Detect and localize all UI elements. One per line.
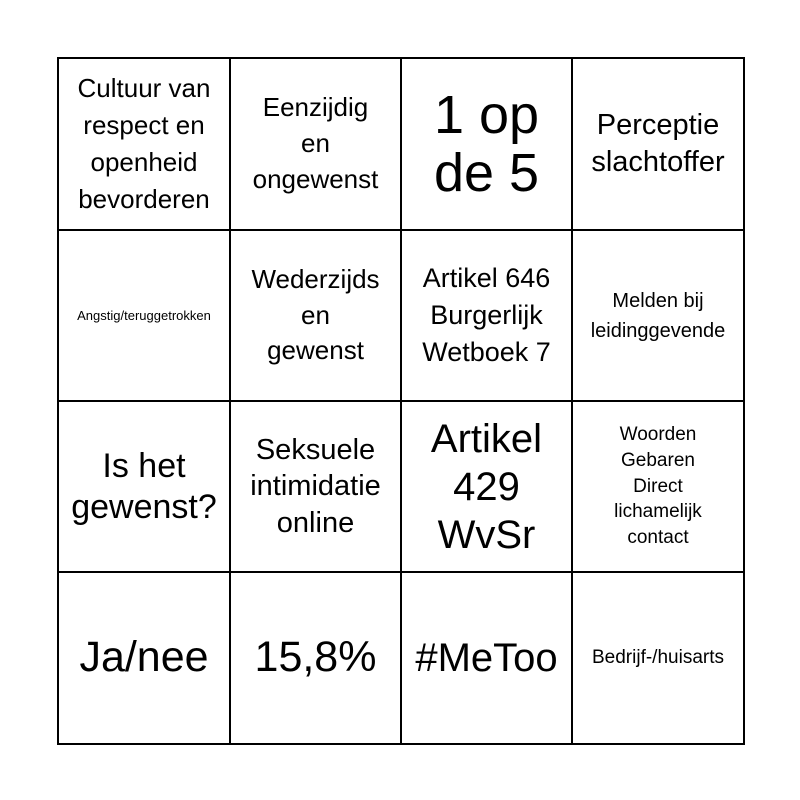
cell-text: Seksuele intimidatie online: [250, 433, 381, 539]
bingo-cell[interactable]: [59, 573, 231, 745]
bingo-cell[interactable]: [59, 231, 231, 402]
cell-text: Bedrijf-/huisarts: [592, 647, 724, 669]
bingo-cell[interactable]: [231, 573, 402, 745]
cell-text: Woorden Gebaren Direct lichamelijk contact: [614, 423, 702, 549]
bingo-cell[interactable]: [59, 402, 231, 573]
bingo-cell[interactable]: [573, 573, 745, 745]
cell-text: Melden bij leidinggevende: [590, 289, 726, 342]
cell-text: Eenzijdig en ongewenst: [252, 92, 379, 194]
cell-text: #MeToo: [415, 636, 558, 680]
cell-text: 15,8%: [254, 633, 377, 682]
cell-text: Ja/nee: [79, 633, 209, 682]
cell-text: Artikel 646 Burgerlijk Wetboek 7: [422, 263, 551, 367]
bingo-cell[interactable]: [402, 231, 573, 402]
bingo-cell[interactable]: [231, 59, 402, 231]
bingo-cell[interactable]: [573, 231, 745, 402]
cell-text: Is het gewenst?: [71, 446, 217, 526]
bingo-cell[interactable]: [573, 59, 745, 231]
bingo-cell[interactable]: [402, 402, 573, 573]
bingo-card: [57, 57, 745, 745]
bingo-cell[interactable]: [573, 402, 745, 573]
cell-text: Wederzijds en gewenst: [251, 263, 380, 366]
bingo-cell[interactable]: [402, 59, 573, 231]
bingo-cell[interactable]: [231, 231, 402, 402]
cell-text: Cultuur van respect en openheid bevorderen: [77, 73, 211, 214]
cell-text: 1 op de 5: [433, 84, 540, 203]
cell-text: Perceptie slachtoffer: [591, 109, 725, 178]
bingo-cell[interactable]: [231, 402, 402, 573]
cell-text: Artikel 429 WvSr: [430, 416, 543, 557]
bingo-cell[interactable]: [59, 59, 231, 231]
cell-text: Angstig/teruggetrokken: [77, 307, 211, 323]
bingo-cell[interactable]: [402, 573, 573, 745]
